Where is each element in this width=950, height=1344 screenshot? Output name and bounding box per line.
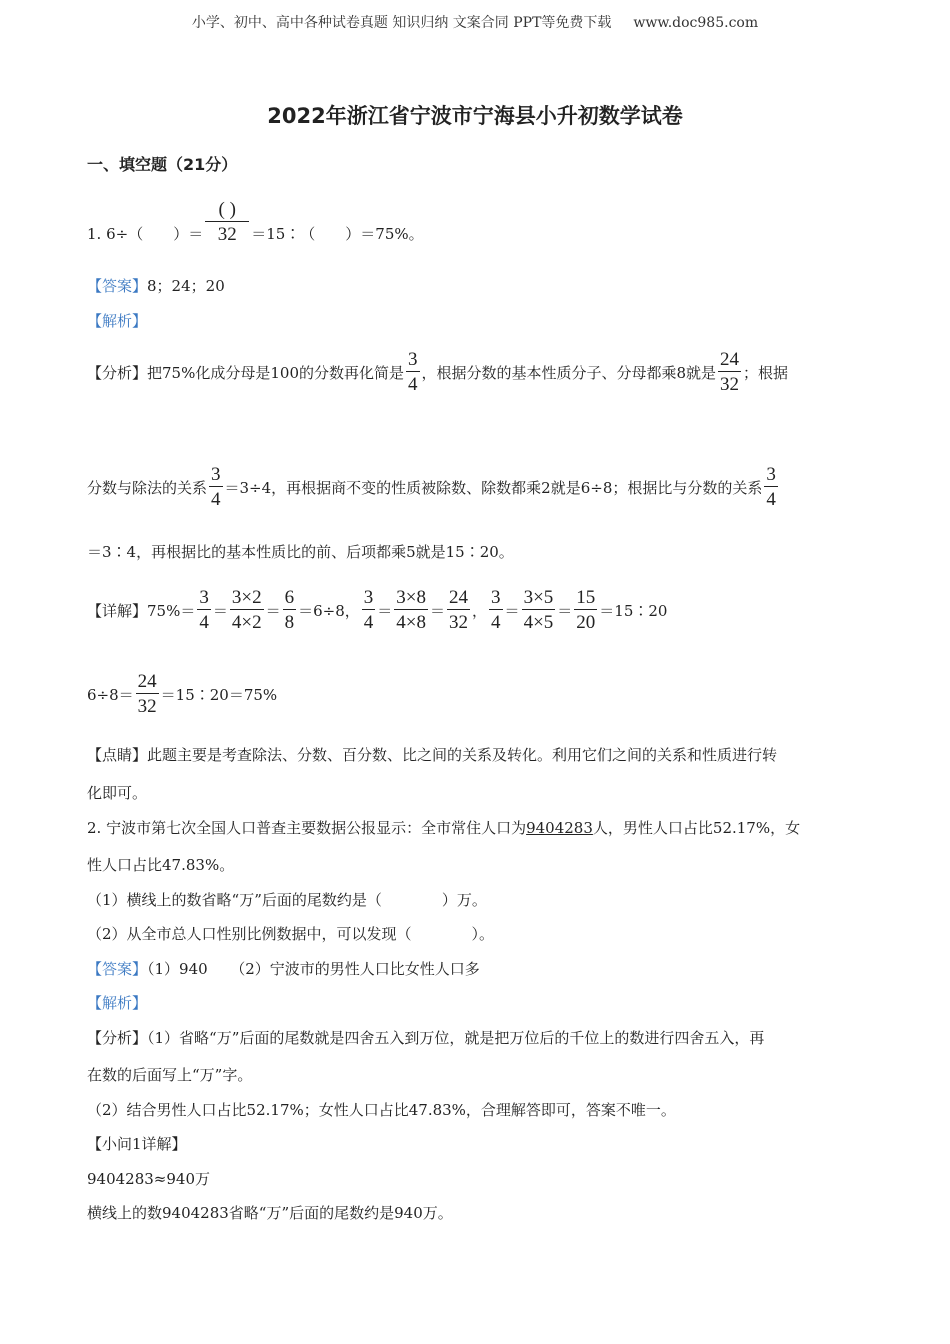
q1-analysis-line-3: ＝3∶4，再根据比的基本性质比的前、后项都乘5就是15∶20。	[87, 543, 514, 561]
q2-conclusion: 横线上的数9404283省略“万”后面的尾数约是940万。	[87, 1204, 453, 1222]
page-title: 2022年浙江省宁波市宁海县小升初数学试卷	[267, 104, 683, 128]
q1-answer: 【答案】8；24；20	[87, 277, 225, 295]
section-heading: 一、填空题（21分）	[87, 155, 238, 174]
page-header	[0, 12, 950, 32]
q1-dianjing-2: 化即可。	[87, 784, 148, 802]
q2-answer: 【答案】（1）940 （2）宁波市的男性人口比女性人口多	[87, 960, 480, 978]
q1-analysis-line-1: 【分析】 把75%化成分母是100的分数再化简是 $\frac{3}{4}$ ，根据分数的基本性质分子、分母都乘8就是 $\frac{24}{32}$ ；根据	[87, 349, 789, 395]
header-text: 小学、初中、高中各种试卷真题 知识归纳 文案合同 PPT等免费下载	[191, 15, 612, 31]
q2-analysis-1: 【分析】（1）省略“万”后面的尾数就是四舍五入到万位，就是把万位后的千位上的数进行四舍五入，再	[87, 1029, 765, 1047]
question-2-stem-1: 2. 宁波市第七次全国人口普查主要数据公报显示：全市常住人口为9404283人，男性人口占比52.17%，女	[87, 819, 801, 837]
q1-detail-line-1: 【详解】 75%＝ $\frac{3}{4}$ ＝ $\frac{3\times 2}{4\times 2}$ ＝ $\frac{6}{8}$ ＝6÷8 ， $\frac{3}{4}$ ＝ $\frac{3\times 8}{4\times 8}$ ＝ $\frac{24}{32}$ ， $\frac{3}{4}$ ＝ $\frac{3\times 5}{4\times 5}$ ＝ $\frac{15}{20}$ ＝15∶20	[87, 587, 668, 633]
question-2-sub-2: （2）从全市总人口性别比例数据中，可以发现（ ）。	[87, 925, 495, 943]
question-1-stem: 1. 6÷（ ）＝ $\frac{( )}{32}$ ＝15∶（ ）＝75%。	[87, 199, 424, 245]
q2-analysis-2: 在数的后面写上“万”字。	[87, 1066, 253, 1084]
q1-detail-line-2: 6÷8＝ $\frac{24}{32}$ ＝15∶20＝75%	[87, 671, 278, 717]
question-2-stem-2: 性人口占比47.83%。	[87, 856, 235, 874]
q1-analysis-line-2: 分数与除法的关系 $\frac{3}{4}$ ＝3÷4，再根据商不变的性质被除数、除数都乘2就是6÷8；根据比与分数的关系 $\frac{3}{4}$	[87, 464, 776, 510]
q2-calc: 9404283≈940万	[87, 1170, 211, 1188]
q2-subq-label: 【小问1详解】	[87, 1135, 187, 1153]
q1-dianjing-1: 【点睛】此题主要是考查除法、分数、百分数、比之间的关系及转化。利用它们之间的关系和性质进行转	[87, 746, 778, 764]
q2-jiexi-label: 【解析】	[87, 994, 148, 1012]
header-url[interactable]: www.doc985.com	[633, 15, 759, 31]
blank-fraction: $\frac{( )}{32}$	[205, 200, 249, 244]
question-2-sub-1: （1）横线上的数省略“万”后面的尾数约是（ ）万。	[87, 891, 487, 909]
q1-jiexi-label: 【解析】	[87, 312, 148, 330]
q2-analysis-3: （2）结合男性人口占比52.17%；女性人口占比47.83%，合理解答即可，答案不唯一。	[87, 1101, 676, 1119]
